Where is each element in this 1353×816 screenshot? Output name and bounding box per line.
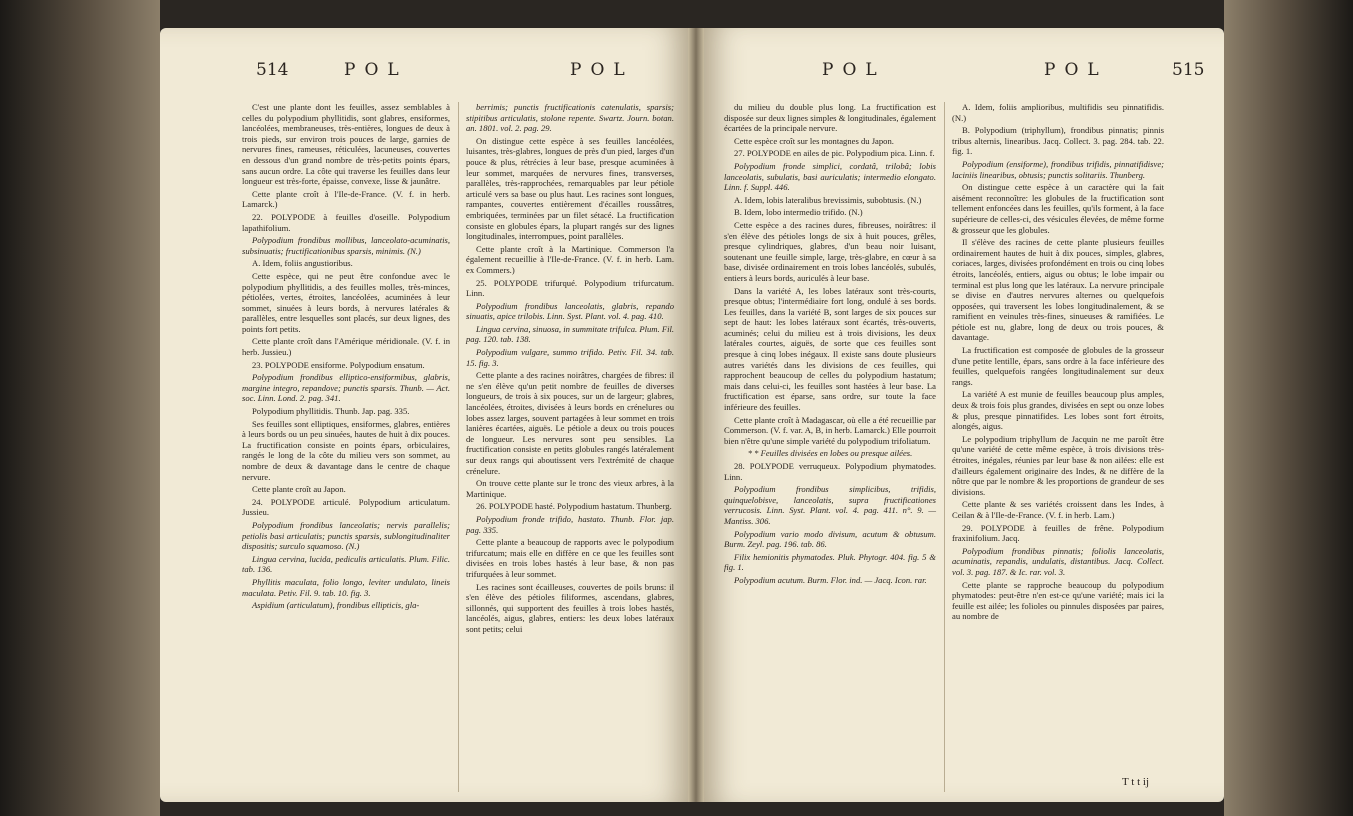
- paragraph: Cette plante croît au Japon.: [252, 484, 346, 495]
- book-gutter: [688, 28, 704, 802]
- book-edge-right: [1224, 0, 1353, 816]
- paragraph: Polypodium fronde simplici, cordatâ, trilobâ; lobis lanceolatis, subulatis, basi auriculatis; intermedio elongato. Linn. f. Suppl. 446.: [724, 160, 936, 193]
- paragraph: La fructification est composée de globules de la grosseur d'une petite lentille, épars, sans ordre à la face inférieure des feuilles, quelquefois rangées longitudinalement sur deux rangs.: [952, 345, 1164, 387]
- paragraph: Polypodium frondibus lanceolatis; nervis parallelis; petiolis basi articulatis; punctis sparsis, sublongitudinaliter dispositis; surculo squamoso. (N.): [242, 519, 450, 552]
- paragraph: Polypodium frondibus simplicibus, trifidis, quinquelobisve, lanceolatis, supra fructificationes verrucosis. Linn. Syst. Plant. vol. 4. pag. 411. n°. 9. — Mantiss. 306.: [724, 484, 936, 526]
- right-page: [704, 28, 1224, 802]
- paragraph: Cette espèce croît sur les montagnes du Japon.: [734, 135, 894, 146]
- paragraph: Polypodium vario modo divisum, acutum & obtusum. Burm. Zeyl. pag. 196. tab. 86.: [724, 528, 936, 550]
- paragraph: Cette plante a des racines noirâtres, chargées de fibres: il ne s'en élève qu'un petit nombre de feuilles de diverses longueurs, de trois à six pouces, sur un de largeur; glabres, lancéolées, étroites, divisées à leurs bords en crénelures ou lobes assez larges, souvent partagées à leur sommet en trois lanières écartées, aiguës. Le pétiole a deux ou trois pouces de longueur. Les nervures sont peu sensibles. La fructification consiste en petits globules rangés latéralement sur deux rangs qui aboutissent vers l'extrémité de chaque crénelure.: [466, 370, 674, 476]
- paragraph: 23. POLYPODE ensiforme. Polypodium ensatum.: [252, 359, 425, 370]
- paragraph: Polypodium vulgare, summo trifido. Petiv. Fil. 34. tab. 15. fig. 3.: [466, 347, 674, 368]
- paragraph: Le polypodium triphyllum de Jacquin ne me paroît être qu'une variété de cette même espèce, à trois divisions très-étroites, inégales, réunies par leur base & non ailées: elle est d'ailleurs également originaire des Indes, & ne diffère de la nôtre que par le nombre & les proportions de grandeur de ses divisions.: [952, 433, 1164, 497]
- left-page: [160, 28, 688, 802]
- paragraph: Cette plante croît dans l'Amérique méridionale. (V. f. in herb. Jussieu.): [242, 336, 450, 358]
- running-head-left-2: POL: [570, 60, 634, 80]
- paragraph: Polypodium phyllitidis. Thunb. Jap. pag. 335.: [252, 406, 410, 417]
- paragraph: La variété A est munie de feuilles beaucoup plus amples, deux & trois fois plus grandes, divisées en sept ou onze lobes & plus, presque pinnatifides. Les lobes sont fort étroits, alongés, aigus.: [952, 389, 1164, 432]
- page-number-right: 515: [1172, 60, 1205, 80]
- paragraph: Cette espèce, qui ne peut être confondue avec le polypodium phyllitidis, a des feuilles molles, très-minces, pétiolées, vertes, étroites, lancéolées, acuminées à leur sommet, sinuées à leurs bords, à nervures latérales & parallèles, entre lesquelles sont placés, sur deux lignes, des points fort petits.: [242, 270, 450, 334]
- paragraph: 29. POLYPODE à feuilles de frêne. Polypodium fraxinifolium. Jacq.: [952, 522, 1164, 544]
- paragraph: Polypodium (ensiforme), frondibus trifidis, pinnatifidisve; laciniis linearibus, obtusis; punctis solitariis. Thunberg.: [952, 158, 1164, 180]
- paragraph: Polypodium frondibus elliptico-ensiformibus, glabris, margine integro, repandove; punctis sparsis. Thunb. — Act. soc. Linn. Lond. 2. pag. 341.: [242, 372, 450, 404]
- paragraph: 26. POLYPODE hasté. Polypodium hastatum. Thunberg.: [476, 501, 672, 512]
- paragraph: Phyllitis maculata, folio longo, leviter undulato, lineis maculata. Petiv. Fil. 9. tab. 10. fig. 3.: [242, 576, 450, 598]
- paragraph: Cette plante a beaucoup de rapports avec le polypodium trifurcatum; mais elle en diffère en ce que les feuilles sont divisées en trois lobes hastés à leur base, & non pas trifurquées à leur sommet.: [466, 537, 674, 579]
- book-edge-left: [0, 0, 160, 816]
- paragraph: Polypodium fronde trifido, hastato. Thunb. Flor. jap. pag. 335.: [466, 513, 674, 535]
- paragraph: Dans la variété A, les lobes latéraux sont très-courts, presque obtus; l'intermédiaire fort long, ondulé à ses bords. Les feuilles, dans la variété B, sont larges de six pouces sur sept de haut: les lobes latéraux sont écartés, très-ouverts, acuminés; celui du milieu est à trois divisions, les deux latérales courtes, aiguës, de sorte que ces feuilles sont presque à cinq lobes inégaux. Il existe sans doute plusieurs autres variétés dans les divisions de ces feuilles, qui rapprochent beaucoup de celles du polypodium hastatum; mais dans celui-ci, les feuilles sont hastées à leur base. La fructification est éparse, sans ordre, sur toute la face inférieure des feuilles.: [724, 285, 936, 413]
- paragraph: Polypodium acutum. Burm. Flor. ind. — Jacq. Icon. rar.: [734, 574, 927, 585]
- running-head-right-2: POL: [1044, 60, 1108, 80]
- page-number-left: 514: [256, 60, 289, 80]
- left-column-1: [242, 102, 450, 613]
- right-column-2: [952, 102, 1164, 624]
- paragraph: On distingue cette espèce à ses feuilles lancéolées, luisantes, très-glabres, longues de près d'un pied, larges d'un pouce & plus, rétrécies à leur base, presque acuminées à leur sommet, marquées de nervures fines, transverses, parallèles, très-rapprochées, remarquables par leur pétiole articulé vers sa base ou plus haut. Les racines sont longues, rampantes, couvertes entièrement d'écailles roussâtres, embriquées, terminées par un filet sétacé. La fructification consiste en globules épars, la plupart rangés sur des lignes longitudinales, interrompues, point parallèles.: [466, 135, 674, 242]
- paragraph: 27. POLYPODE en ailes de pic. Polypodium pica. Linn. f.: [734, 148, 935, 159]
- paragraph: Les racines sont écailleuses, couvertes de poils bruns: il s'en élève des pétioles filiformes, ascendans, glabres, sillonnés, qui supportent des feuilles à trois lobes hastés, lancéolés, aigus, glabres, entiers: les deux lobes latéraux sont petits; celui: [466, 581, 674, 634]
- running-head-left-1: POL: [344, 60, 408, 80]
- paragraph: A. Idem, foliis angustioribus.: [252, 258, 353, 269]
- paragraph: On distingue cette espèce à un caractère qui la fait aisément reconnoître: les globules de la fructification sont tellement enfoncées dans les feuilles, qu'ils forment, à la face supérieure de celles-ci, des vésicules élevées, de même forme & grosseur que les globules.: [952, 182, 1164, 235]
- paragraph: 28. POLYPODE verruqueux. Polypodium phymatodes. Linn.: [724, 461, 936, 482]
- paragraph: Lingua cervina, lucida, pediculis articulatis. Plum. Filic. tab. 136.: [242, 553, 450, 575]
- paragraph: Cette plante croît à la Martinique. Commerson l'a également recueillie à l'Ile-de-France. (V. f. in herb. Lam. ex Commers.): [466, 243, 674, 275]
- paragraph: A. Idem, foliis amplioribus, multifidis seu pinnatifidis. (N.): [952, 102, 1164, 123]
- signature-mark: T t t ij: [1122, 776, 1149, 788]
- paragraph: Cette espèce a des racines dures, fibreuses, noirâtres: il s'en élève des pétioles longs de six à huit pouces, grêles, presque cylindriques, glabres, d'un beau noir luisant, soutenant une feuille simple, large, très-glabre, en cœur à sa base, divisée ordinairement en trois lobes lancéolés, subulés, entiers à leurs bords, auriculés à leur base.: [724, 219, 936, 283]
- paragraph: On trouve cette plante sur le tronc des vieux arbres, à la Martinique.: [466, 478, 674, 499]
- paragraph: 25. POLYPODE trifurqué. Polypodium trifurcatum. Linn.: [466, 277, 674, 299]
- column-rule-right: [944, 102, 945, 792]
- paragraph: Lingua cervina, sinuosa, in summitate trifulca. Plum. Fil. pag. 120. tab. 138.: [466, 323, 674, 345]
- right-column-1: [724, 102, 936, 588]
- paragraph: du milieu du double plus long. La fructification est disposée sur deux lignes simples & longitudinales, également écartées de la principale nervure.: [724, 102, 936, 134]
- paragraph: B. Polypodium (triphyllum), frondibus pinnatis; pinnis tribus alternis, linearibus. Jacq. Collect. 3. pag. 284. tab. 22. fig. 1.: [952, 125, 1164, 157]
- paragraph: Ses feuilles sont elliptiques, ensiformes, glabres, entières à leurs bords ou un peu sinuées, hautes de huit à dix pouces. La fructification consiste en points épars, orbiculaires, rangés le long de la côte du milieu vers son sommet, au nombre de deux & davantage dans le centre de chaque nervure.: [242, 418, 450, 482]
- paragraph: 24. POLYPODE articulé. Polypodium articulatum. Jussieu.: [242, 496, 450, 518]
- paragraph: B. Idem, lobo intermedio trifido. (N.): [734, 207, 863, 218]
- left-column-2: [466, 102, 674, 637]
- paragraph: C'est une plante dont les feuilles, assez semblables à celles du polypodium phyllitidis, sont glabres, ensiformes, lancéolées, membraneuses, très-entières, longues de deux à trois pieds, sur environ trois pouces de large, garnies de nervures fines, rameuses, réticulées, lacuneuses, couvertes en dessous d'un grand nombre de très-petits points épars, sans aucun ordre. La côte qui traverse les feuilles dans leur longueur est très-forte, épaisse, convexe, lisse & jaunâtre.: [242, 102, 450, 187]
- paragraph: Filix hemionitis phymatodes. Pluk. Phytogr. 404. fig. 5 & fig. 1.: [724, 551, 936, 573]
- paragraph: Polypodium frondibus pinnatis; foliolis lanceolatis, acuminatis, repandis, undulatis, distantibus. Jacq. Collect. vol. 3. pag. 187. & Ic. rar. vol. 3.: [952, 545, 1164, 577]
- paragraph: Polypodium frondibus mollibus, lanceolato-acuminatis, subsinuatis; fructificationibus sparsis, minimis. (N.): [242, 235, 450, 256]
- paragraph: Cette plante & ses variétés croissent dans les Indes, à Ceilan & à l'Ile-de-France. (V. f. in herb. Lam.): [952, 499, 1164, 520]
- paragraph: Cette plante croît à l'Ile-de-France. (V. f. in herb. Lamarck.): [242, 188, 450, 210]
- paragraph: Polypodium frondibus lanceolatis, glabris, repando sinuatis, apice trilobis. Linn. Syst. Plant. vol. 4. pag. 410.: [466, 300, 674, 322]
- paragraph: Cette plante croît à Madagascar, où elle a été recueillie par Commerson. (V. f. var. A, B, in herb. Lamarck.) Elle pourroit bien n'être qu'une simple variété du polypodium trifoliatum.: [724, 414, 936, 446]
- column-rule-left: [458, 102, 459, 792]
- running-head-right-1: POL: [822, 60, 886, 80]
- paragraph: berrimis; punctis fructificationis catenulatis, sparsis; stipitibus articulatis, stolone repente. Swartz. Journ. botan. an. 1801. vol. 2. pag. 29.: [466, 102, 674, 134]
- paragraph: Il s'élève des racines de cette plante plusieurs feuilles ordinairement hautes de huit à dix pouces, simples, glabres, coriaces, larges, divisées profondément en trois ou cinq lobes étroits, lancéolés, entiers, aigus ou obtus; le lobe impair ou terminal est plus long que les latéraux. La nervure principale se divise en d'autres nervures alternes ou quelquefois opposées, qui traversent les lobes longitudinalement, & se ramifient en veinules très-fines, sinueuses & ramifiées. Le pétiole est nu, glabre, long de deux ou trois pouces, & davantage.: [952, 237, 1164, 343]
- paragraph: Cette plante se rapproche beaucoup du polypodium phymatodes: peut-être n'en est-ce qu'une variété; mais ici la feuille est ailée; les folioles ou pinnules disposées par paires, au nombre de: [952, 579, 1164, 622]
- paragraph: A. Idem, lobis lateralibus brevissimis, subobtusis. (N.): [734, 194, 922, 205]
- paragraph: 22. POLYPODE à feuilles d'oseille. Polypodium lapathifolium.: [242, 211, 450, 233]
- paragraph: Aspidium (articulatum), frondibus ellipticis, gla-: [252, 600, 420, 611]
- paragraph: * * Feuilles divisées en lobes ou presque ailées.: [747, 448, 913, 459]
